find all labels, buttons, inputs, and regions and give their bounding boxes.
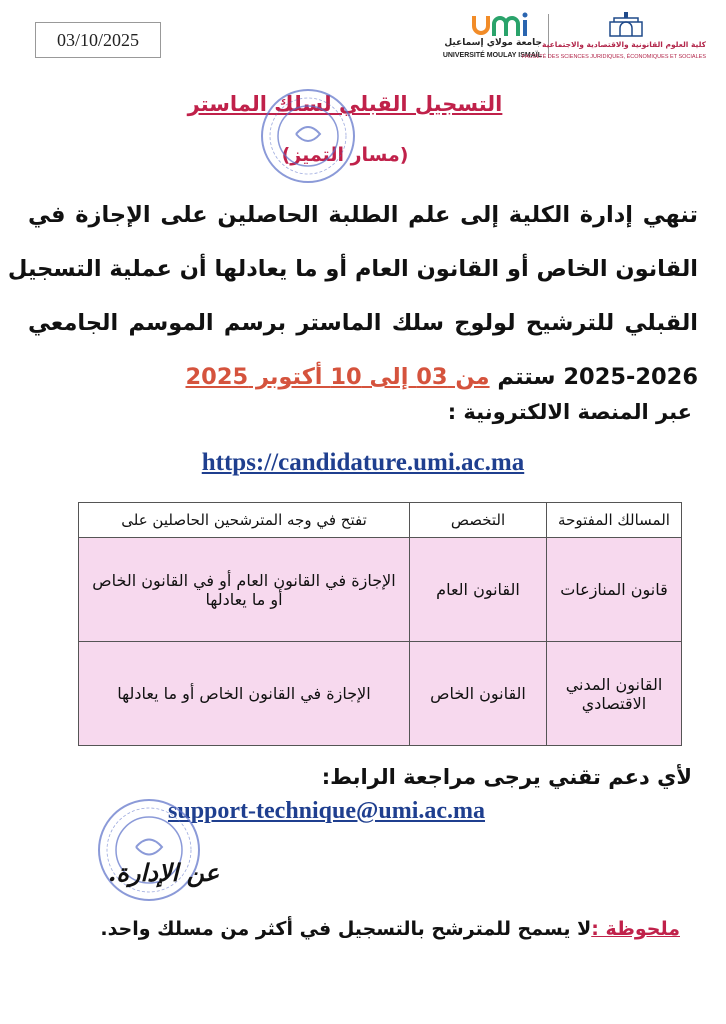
- note: [100, 918, 680, 940]
- note-text: لا يسمح للمترشح بالتسجيل في أكثر من مسلك واحد.: [100, 918, 592, 940]
- paragraph-line-1: تنهي إدارة الكلية إلى علم الطلبة الحاصلين على الإجازة في: [28, 202, 698, 228]
- platform-label: عبر المنصة الالكترونية :: [447, 400, 692, 424]
- support-email-link[interactable]: support-technique@umi.ac.ma: [168, 798, 486, 824]
- page-title: التسجيل القبلي لسلك الماستر: [187, 92, 503, 116]
- specialty-cell: القانون الخاص: [410, 642, 547, 746]
- support-label: لأي دعم تقني يرجى مراجعة الرابط:: [321, 765, 692, 789]
- paragraph-line-3: القبلي للترشيح لولوج سلك الماستر برسم الموسم الجامعي: [28, 310, 698, 336]
- track-cell: القانون المدني الاقتصادي: [547, 642, 682, 746]
- registration-dates: من 03 إلى 10 أكتوبر 2025: [185, 364, 490, 390]
- faculty-emblem-icon: [606, 10, 646, 38]
- column-header-eligibility: تفتح في وجه المترشحين الحاصلين على: [79, 503, 410, 538]
- column-header-track: المسالك المفتوحة: [547, 503, 682, 538]
- university-logo: [442, 10, 542, 60]
- page-subtitle: (مسار التميز): [281, 144, 409, 166]
- announcement-paragraph: [7, 188, 698, 404]
- column-header-specialty: التخصص: [410, 503, 547, 538]
- faculty-logo: [521, 8, 706, 64]
- umi-logo-mark: [470, 12, 530, 38]
- master-tracks-table: [78, 502, 682, 746]
- specialty-cell: القانون العام: [410, 538, 547, 642]
- university-name-ar: جامعة مولاي إسماعيل: [444, 38, 542, 48]
- logo-divider: [548, 14, 549, 58]
- university-name-fr: UNIVERSITÉ MOULAY ISMAÏL: [442, 52, 542, 59]
- will-take-place-text: ستتم: [497, 364, 556, 390]
- note-label: ملحوظة :: [591, 918, 680, 940]
- paragraph-line-4: [28, 350, 698, 404]
- academic-years: 2025-2026: [563, 364, 698, 390]
- faculty-name-ar: كلية العلوم القانونية والاقتصادية والاجتماعية: [542, 40, 706, 49]
- table-row: [79, 538, 682, 642]
- administration-signature: عن الإدارة.: [108, 858, 220, 887]
- document-date: 03/10/2025: [35, 22, 161, 58]
- official-stamp-icon: [258, 86, 358, 186]
- table-header-row: [79, 503, 682, 538]
- candidature-link[interactable]: https://candidature.umi.ac.ma: [201, 449, 525, 476]
- eligibility-cell: الإجازة في القانون الخاص أو ما يعادلها: [79, 642, 410, 746]
- official-stamp-icon: [94, 795, 204, 905]
- paragraph-line-2: القانون الخاص أو القانون العام أو ما يعادلها أن عملية التسجيل: [7, 256, 698, 282]
- eligibility-cell: الإجازة في القانون العام أو في القانون الخاص أو ما يعادلها: [79, 538, 410, 642]
- faculty-name-fr: FACULTÉ DES SCIENCES JURIDIQUES, ÉCONOMIQUES ET SOCIALES: [521, 54, 706, 60]
- table-row: [79, 642, 682, 746]
- track-cell: قانون المنازعات: [547, 538, 682, 642]
